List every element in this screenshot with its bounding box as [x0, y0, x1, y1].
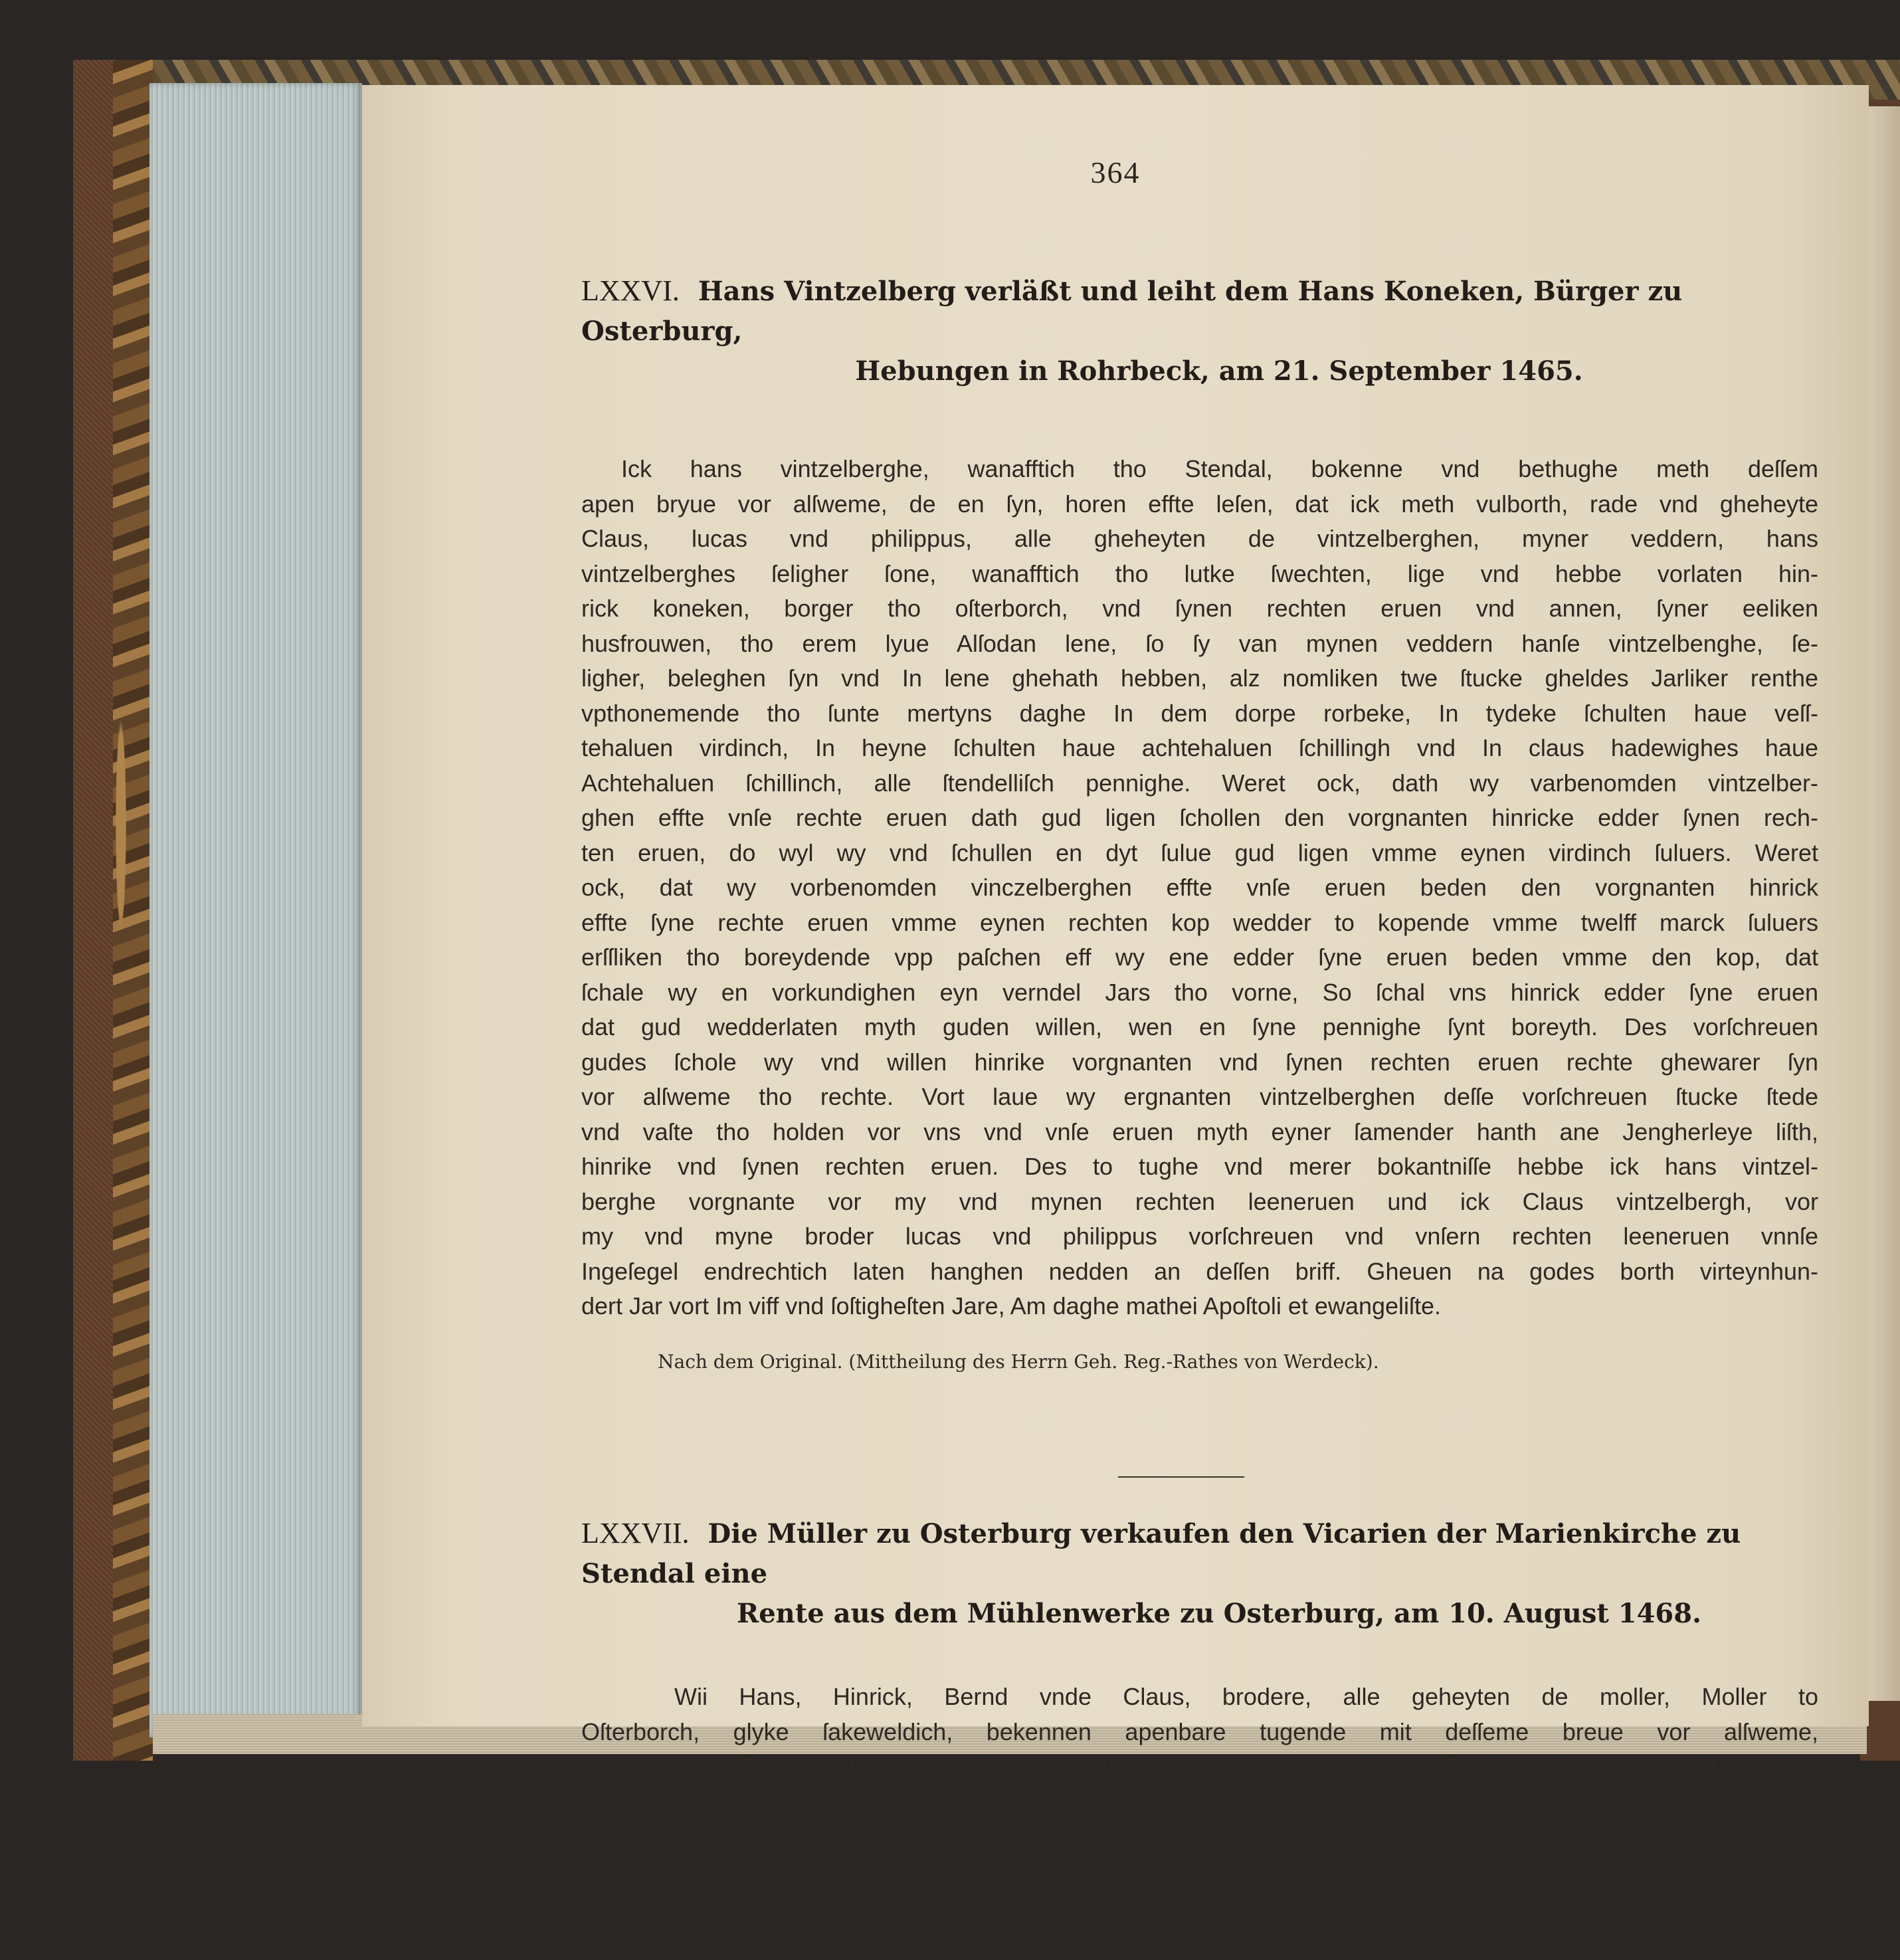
text-line: dat gud wedderlaten myth guden willen, wen en ſyne pennighe ſynt boreyth. Des vorſchreuen: [581, 1013, 1818, 1040]
text-line: Oſterborch, glyke ſakeweldich, bekennen apenbare tugende mit deſſeme breue vor alſweme,: [581, 1717, 1818, 1745]
source-note: Nach dem Original. (Mittheilung des Herrn Geh. Reg.-Rathes von Werdeck).: [658, 1351, 1379, 1373]
text-line: ghen effte vnſe rechte eruen dath gud ligen ſchollen den vorgnanten hinricke edder ſynen rech-: [581, 804, 1818, 831]
text-line: Ick hans vintzelberghe, wanafftich tho Stendal, bokenne vnd bethughe meth deſſem: [621, 455, 1818, 482]
text-line: husfrouwen, tho erem lyue Alſodan lene, ſo ſy van mynen veddern hanſe vintzelbenghe, ſe-: [581, 629, 1818, 657]
text-line: ock, dat wy vorbenomden vinczelberghen effte vnſe eruen beden den vorgnanten hinrick: [581, 874, 1818, 901]
text-line: Claus, lucas vnd philippus, alle gheheyten de vintzelberghen, myner veddern, hans: [581, 525, 1818, 552]
document-title-line: Hans Vintzelberg verläßt und leiht dem Hans Koneken, Bürger zu Osterburg,: [581, 276, 1683, 347]
text-line: vnd vaſte tho holden vor vns vnd vnſe eruen myth eyner ſamender hanth ane Jengherleye liſth,: [581, 1118, 1818, 1145]
text-line: vpthonemende tho ſunte mertyns daghe In dem dorpe rorbeke, In tydeke ſchulten haue veſſ-: [581, 699, 1818, 727]
text-line: vintzelberghes ſeligher ſone, wanafftich tho lutke ſwechten, lige vnd hebbe vorlaten hin-: [581, 559, 1818, 587]
text-line: apen bryue vor alſweme, de en ſyn, horen effte leſen, dat ick meth vulborth, rade vnd gheheyte: [581, 490, 1818, 518]
text-line: my vnd myne broder lucas vnd philippus vorſchreuen vnd vnſern rechten leeneruen vnnſe: [581, 1223, 1818, 1250]
document-numeral: LXXVII.: [581, 1517, 690, 1549]
book-page: [362, 85, 1869, 1780]
document-body-76: [581, 452, 1818, 1324]
document-title-line: Die Müller zu Osterburg verkaufen den Vicarien der Marienkirche zu Stendal eine: [581, 1518, 1741, 1589]
text-line: Ingeſegel endrechtich laten hanghen nedden an deſſen briff. Gheuen na godes borth virteynhun-: [581, 1257, 1818, 1285]
document-body-77: [581, 1680, 1818, 1785]
document-title-line: Rente aus dem Mühlenwerke zu Osterburg, am 10. August 1468.: [736, 1598, 1701, 1629]
text-line: gudes ſchole wy vnd willen hinrike vorgnanten vnd ſynen rechten eruen rechte ghewarer ſyn: [581, 1048, 1818, 1076]
document-heading-77: [581, 1514, 1817, 1634]
text-line: berghe vorgnante vor my vnd mynen rechten leeneruen und ick Claus vintzelbergh, vor: [581, 1187, 1818, 1215]
text-line: dert Jar vort Im viff vnd ſoſtigheſten Jare, Am daghe mathei Apoſtoli et ewangeliſte.: [581, 1292, 1442, 1320]
text-line: ſchale wy en vorkundighen eyn verndel Jars tho vorne, So ſchal vns hinrick edder ſyne eruen: [581, 978, 1818, 1006]
text-line: erſſliken tho boreydende vpp paſchen eff wy ene edder ſyne eruen beden vmme den kop, dat: [581, 943, 1818, 971]
text-line: Wii Hans, Hinrick, Bernd vnde Claus, brodere, alle geheyten de moller, Moller to: [674, 1683, 1818, 1710]
page-number: 364: [1090, 155, 1141, 189]
document-title-line: Hebungen in Rohrbeck, am 21. September 1465.: [855, 355, 1583, 387]
text-line: vor alſweme tho rechte. Vort laue wy ergnanten vintzelberghen deſſe vorſchreuen ſtucke ſtede: [581, 1083, 1818, 1110]
book-spine: [73, 60, 113, 1761]
text-line: tehaluen virdinch, In heyne ſchulten haue achtehaluen ſchillingh vnd In claus hadewighes haue: [581, 734, 1818, 761]
text-line: hinrike vnd ſynen rechten eruen. Des to tughe vnd merer bokantniſſe hebbe ick hans vintzel-: [581, 1153, 1818, 1180]
document-heading-76: [581, 271, 1817, 391]
text-line: ligher, beleghen ſyn vnd In lene ghehath hebben, alz nomliken twe ſtucke gheldes Jarliker renthe: [581, 664, 1818, 692]
section-divider: [1118, 1476, 1244, 1478]
text-line: effte ſyne rechte eruen vmme eynen rechten kop wedder to kopende vmme twelff marck ſuluers: [581, 908, 1818, 936]
page-block-edges: [149, 83, 362, 1737]
text-line: rick koneken, borger tho oſterborch, vnd ſynen rechten eruen vnd annen, ſyner eeliken: [581, 595, 1818, 622]
document-numeral: LXXVI.: [581, 274, 680, 307]
facing-page-edge: [1865, 106, 1900, 1701]
text-line: Achtehaluen ſchillinch, alle ſtendelliſch pennighe. Weret ock, dath wy varbenomden vintzelber-: [581, 769, 1818, 797]
text-line: ten eruen, do wyl wy vnd ſchullen en dyt ſulue gud ligen vmme eynen virdinch ſuluers. Weret: [581, 838, 1818, 866]
text-line: dat wy mit Rade, willen vnnd fulbord vnſer eruen vnnd pachtherrn Rechtes kopes vorkofft hebben: [581, 1753, 1818, 1780]
